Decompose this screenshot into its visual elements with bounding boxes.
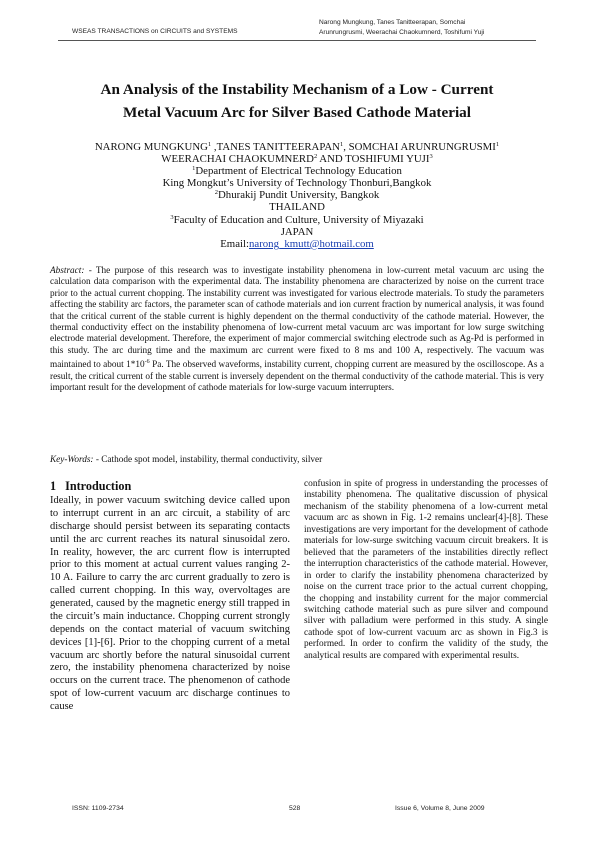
affiliation-marker: 1	[207, 141, 212, 148]
section-heading	[50, 478, 290, 494]
affiliation-3	[58, 214, 536, 226]
affiliation-marker: 1	[339, 141, 344, 148]
affiliation-marker: 3	[429, 153, 433, 161]
affiliation-text: Department of Electrical Technology Education	[195, 165, 402, 178]
author-names-line2	[58, 153, 536, 165]
affiliation-marker: 2	[313, 153, 318, 161]
email-label: Email:	[220, 237, 249, 250]
paper-title-line2: Metal Vacuum Arc for Silver Based Cathode Material	[122, 104, 471, 121]
abstract-text: - The purpose of this research was to investigate instability phenomena in low-current metal vacuum arc using the calculation data comparison with the experimental data. The instability phenomena are characterized by noise on the current trace prior to the actual current chopping. The instability current was investigated for various electrode materials. To study the parameters affecting the stability arc factors, the parameter scan of cathode materials and ion current fraction by numerical analysis, it was found that the critical current of the stable current is highly dependent on the thermal conductivity of the cathode material. However, the thermal conductivity effect on the instability phenomena of low-current metal vacuum arc was important for low surge switching electrode material development. Therefore, the experiment of major commercial switching electrode such as Ag-Pd is performed in this study. The arc during time and the maximum arc current were fixed to 8 ms and 100 A, respectively. The vacuum was maintained to about 1*10	[50, 266, 544, 371]
section-number: 1	[50, 479, 57, 493]
abstract	[50, 266, 544, 395]
email-link[interactable]: narong_kmutt@hotmail.com	[249, 237, 374, 250]
affiliation-text: Faculty of Education and Culture, University of Miyazaki	[173, 213, 424, 226]
footer-issn: ISSN: 1109-2734	[72, 805, 124, 812]
country-japan: JAPAN	[280, 225, 314, 238]
header-rule	[58, 40, 536, 41]
affiliation-marker: 1	[495, 141, 500, 148]
affiliation-marker: 2	[214, 189, 218, 197]
abstract-exponent: -6	[144, 359, 150, 366]
affiliation-marker: 1	[192, 165, 196, 173]
abstract-text-continued: Pa. The observed waveforms, instability current, chopping current are measured by the oscilloscope. As a result, the critical current of the stable current is inversely dependent on the thermal conductivity of the cathode material. This is very important result for the development of cathode materials for low-surge vacuum interrupters.	[50, 360, 544, 394]
running-header-journal: WSEAS TRANSACTIONS on CIRCUITS and SYSTEMS	[72, 28, 238, 35]
affiliation-2	[58, 189, 536, 201]
running-header-authors-line1: Narong Mungkung, Tanes Tanitteerapan, Somchai	[319, 19, 466, 26]
author-name: AND TOSHIFUMI YUJI	[317, 153, 430, 166]
affiliation-1-line2: King Mongkut’s University of Technology Thonburi,Bangkok	[162, 177, 432, 190]
country-thailand: THAILAND	[269, 201, 325, 214]
introduction-paragraph-right: confusion in spite of progress in understanding the processes of instability phenomena. The qualitative discussion of physical mechanism of the stability phenomena of a low-current metal vacuum arc as shown in Fig. 1-2 remains unclear[4]-[8]. These investigations are very important for the development of cathode materials for low-surge switching vacuum circuit breakers. It is believed that the parameters of the instabilities directly reflect the interruption characteristics of the cathode material. However, in order to clarify the instability phenomena characterized by noise on the current trace prior to the actual current chopping, the chopping and instability current for the major commercial switching cathode material such as pure silver and compound silver with palladium were performed in this study. A single cathode spot of low-current vacuum arc as shown in Fig.3 is performed. In order to confirm the validity of the study, the analytical results are compared with experimental results.	[304, 479, 548, 661]
abstract-label: Abstract:	[50, 266, 85, 276]
paper-title-line1: An Analysis of the Instability Mechanism of a Low - Current	[100, 81, 494, 98]
footer-issue: Issue 6, Volume 8, June 2009	[395, 805, 485, 812]
paper-title	[58, 78, 536, 124]
affiliation-marker: 3	[170, 213, 174, 221]
author-name: , SOMCHAI ARUNRUNGRUSMI	[343, 141, 496, 153]
author-name: NARONG MUNGKUNG	[94, 141, 208, 153]
keywords	[50, 455, 544, 466]
email-line	[58, 238, 536, 250]
author-block	[58, 141, 536, 250]
running-header-authors	[319, 18, 484, 38]
running-header-authors-line2: Arunrungrusmi, Weerachai Chaokumnerd, Toshifumi Yuji	[319, 29, 485, 36]
introduction-paragraph-left: Ideally, in power vacuum switching device called upon to interrupt current in an arc circuit, a stability of arc discharge should persist between its separating contacts until the arc current reaches its natural sinusoidal zero. In reality, however, the arc current flow is interrupted prior to this moment at actual current values ranging 2-10 A. Failure to carry the arc current gradually to zero is called current chopping. In this way, overvoltages are generated, caused by the magnetic energy still trapped in the circuit’s main inductance. Chopping current strongly depends on the contact material of vacuum switching devices [1]-[6]. Prior to the chopping current of a metal vacuum arc shortly before the natural sinusoidal current zero, the instability phenomena characterized by noise occurs on the current trace. The phenomenon of cathode spot of low-current vacuum arc discharge continues to cause	[50, 495, 290, 712]
author-name: ,TANES TANITTEERAPAN	[211, 141, 340, 153]
keywords-text: - Cathode spot model, instability, thermal conductivity, silver	[93, 455, 323, 465]
affiliation-1	[58, 165, 536, 177]
keywords-label: Key-Words:	[50, 455, 94, 465]
author-names-line1	[58, 141, 536, 153]
footer-page-number: 528	[289, 805, 301, 812]
author-name: WEERACHAI CHAOKUMNERD	[161, 153, 314, 166]
section-title: Introduction	[65, 479, 132, 493]
column-left	[50, 478, 290, 714]
affiliation-text: Dhurakij Pundit University, Bangkok	[218, 189, 380, 202]
